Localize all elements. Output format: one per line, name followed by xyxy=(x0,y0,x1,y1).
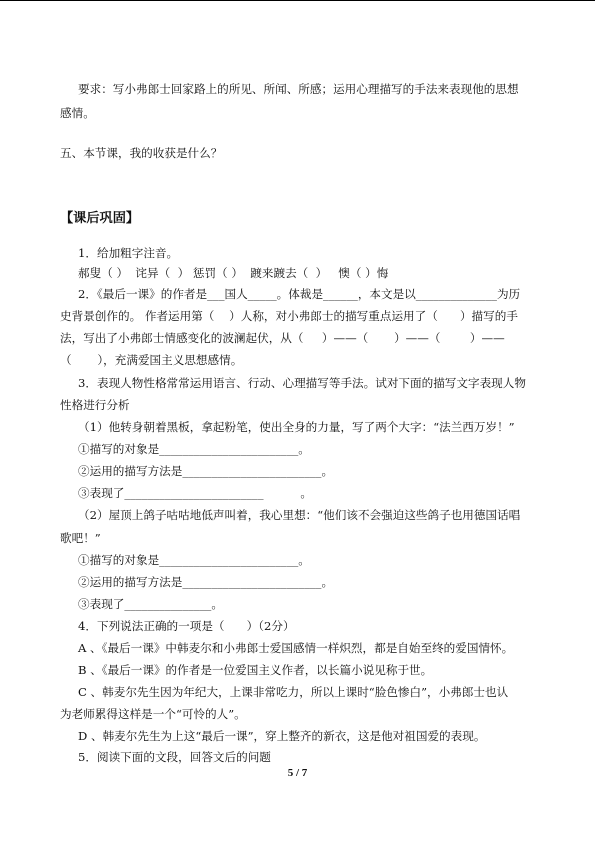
top-rule xyxy=(0,0,595,1)
q2-line-3: 法，写出了小弗郎士情感变化的波澜起伏，从（ ）——（ ）——（ ）—— xyxy=(60,331,505,345)
q3-p1-shows: ③表现了________________________ 。 xyxy=(78,486,312,500)
q4-text: 4．下列说法正确的一项是（ ）（2分） xyxy=(78,619,295,633)
q4-option-d: D 、韩麦尔先生为上这“最后一课”，穿上整齐的新衣，这是他对祖国爱的表现。 xyxy=(78,729,486,743)
requirement-line-2: 感情。 xyxy=(60,106,95,120)
section-5-heading: 五、本节课，我的收获是什么？ xyxy=(60,146,223,160)
q3-p2-object: ①描写的对象是________________________。 xyxy=(78,553,310,567)
q4-option-c-2: 为老师累得这样是一个“可怜的人”。 xyxy=(60,707,246,721)
q3-p2-text-2: 歌吧！” xyxy=(60,531,101,545)
requirement-line-1: 要求：写小弗郎士回家路上的所见、所闻、所感；运用心理描写的手法来表现他的思想 xyxy=(78,82,519,96)
q4-option-c-1: C 、韩麦尔先生因为年纪大，上课非常吃力，所以上课时“脸色惨白”，小弗郎士也认 xyxy=(78,685,509,699)
q3-intro-2: 性格进行分析 xyxy=(60,398,130,412)
q3-p1-text: （1）他转身朝着黑板，拿起粉笔，使出全身的力量，写了两个大字：“法兰西万岁！” xyxy=(78,420,515,434)
q2-line-1: 2．《最后一课》的作者是___国人_____。体裁是______，本文是以______________为历 xyxy=(78,287,521,301)
q3-p1-method: ②运用的描写方法是________________________。 xyxy=(78,464,334,478)
q5-text: 5．阅读下面的文段，回答文后的问题 xyxy=(78,750,271,764)
consolidate-title: 【课后巩固】 xyxy=(60,211,140,226)
q2-line-4: （ ），充满爱国主义思想感情。 xyxy=(60,353,243,367)
q3-p2-text-1: （2）屋顶上鸽子咕咕地低声叫着，我心里想：“他们该不会强迫这些鸽子也用德国话唱 xyxy=(78,508,521,522)
q4-option-b: B 、《最后一课》的作者是一位爱国主义作者，以长篇小说见称于世。 xyxy=(78,663,433,677)
q3-p2-shows: ③表现了_______________。 xyxy=(78,597,223,611)
q3-intro-1: 3．表现人物性格常常运用语言、行动、心理描写等手法。试对下面的描写文字表现人物 xyxy=(78,376,526,390)
q3-p1-object: ①描写的对象是________________________。 xyxy=(78,442,310,456)
q2-line-2: 史背景创作的。 作者运用第（ ）人称，对小弗郎士的描写重点运用了（ ）描写的手 xyxy=(60,309,518,323)
q1-text: 1．给加粗字注音。 xyxy=(78,246,179,260)
q3-p2-method: ②运用的描写方法是________________________。 xyxy=(78,575,334,589)
page-number: 5 / 7 xyxy=(287,767,308,779)
q1-items: 郝叟（ ） 诧异（ ） 惩罚（ ） 踱来踱去（ ） 懊（ ）悔 xyxy=(78,266,389,280)
q4-option-a: A 、《最后一课》中韩麦尔和小弗郎士爱国感情一样炽烈，都是自始至终的爱国情怀。 xyxy=(78,641,514,655)
